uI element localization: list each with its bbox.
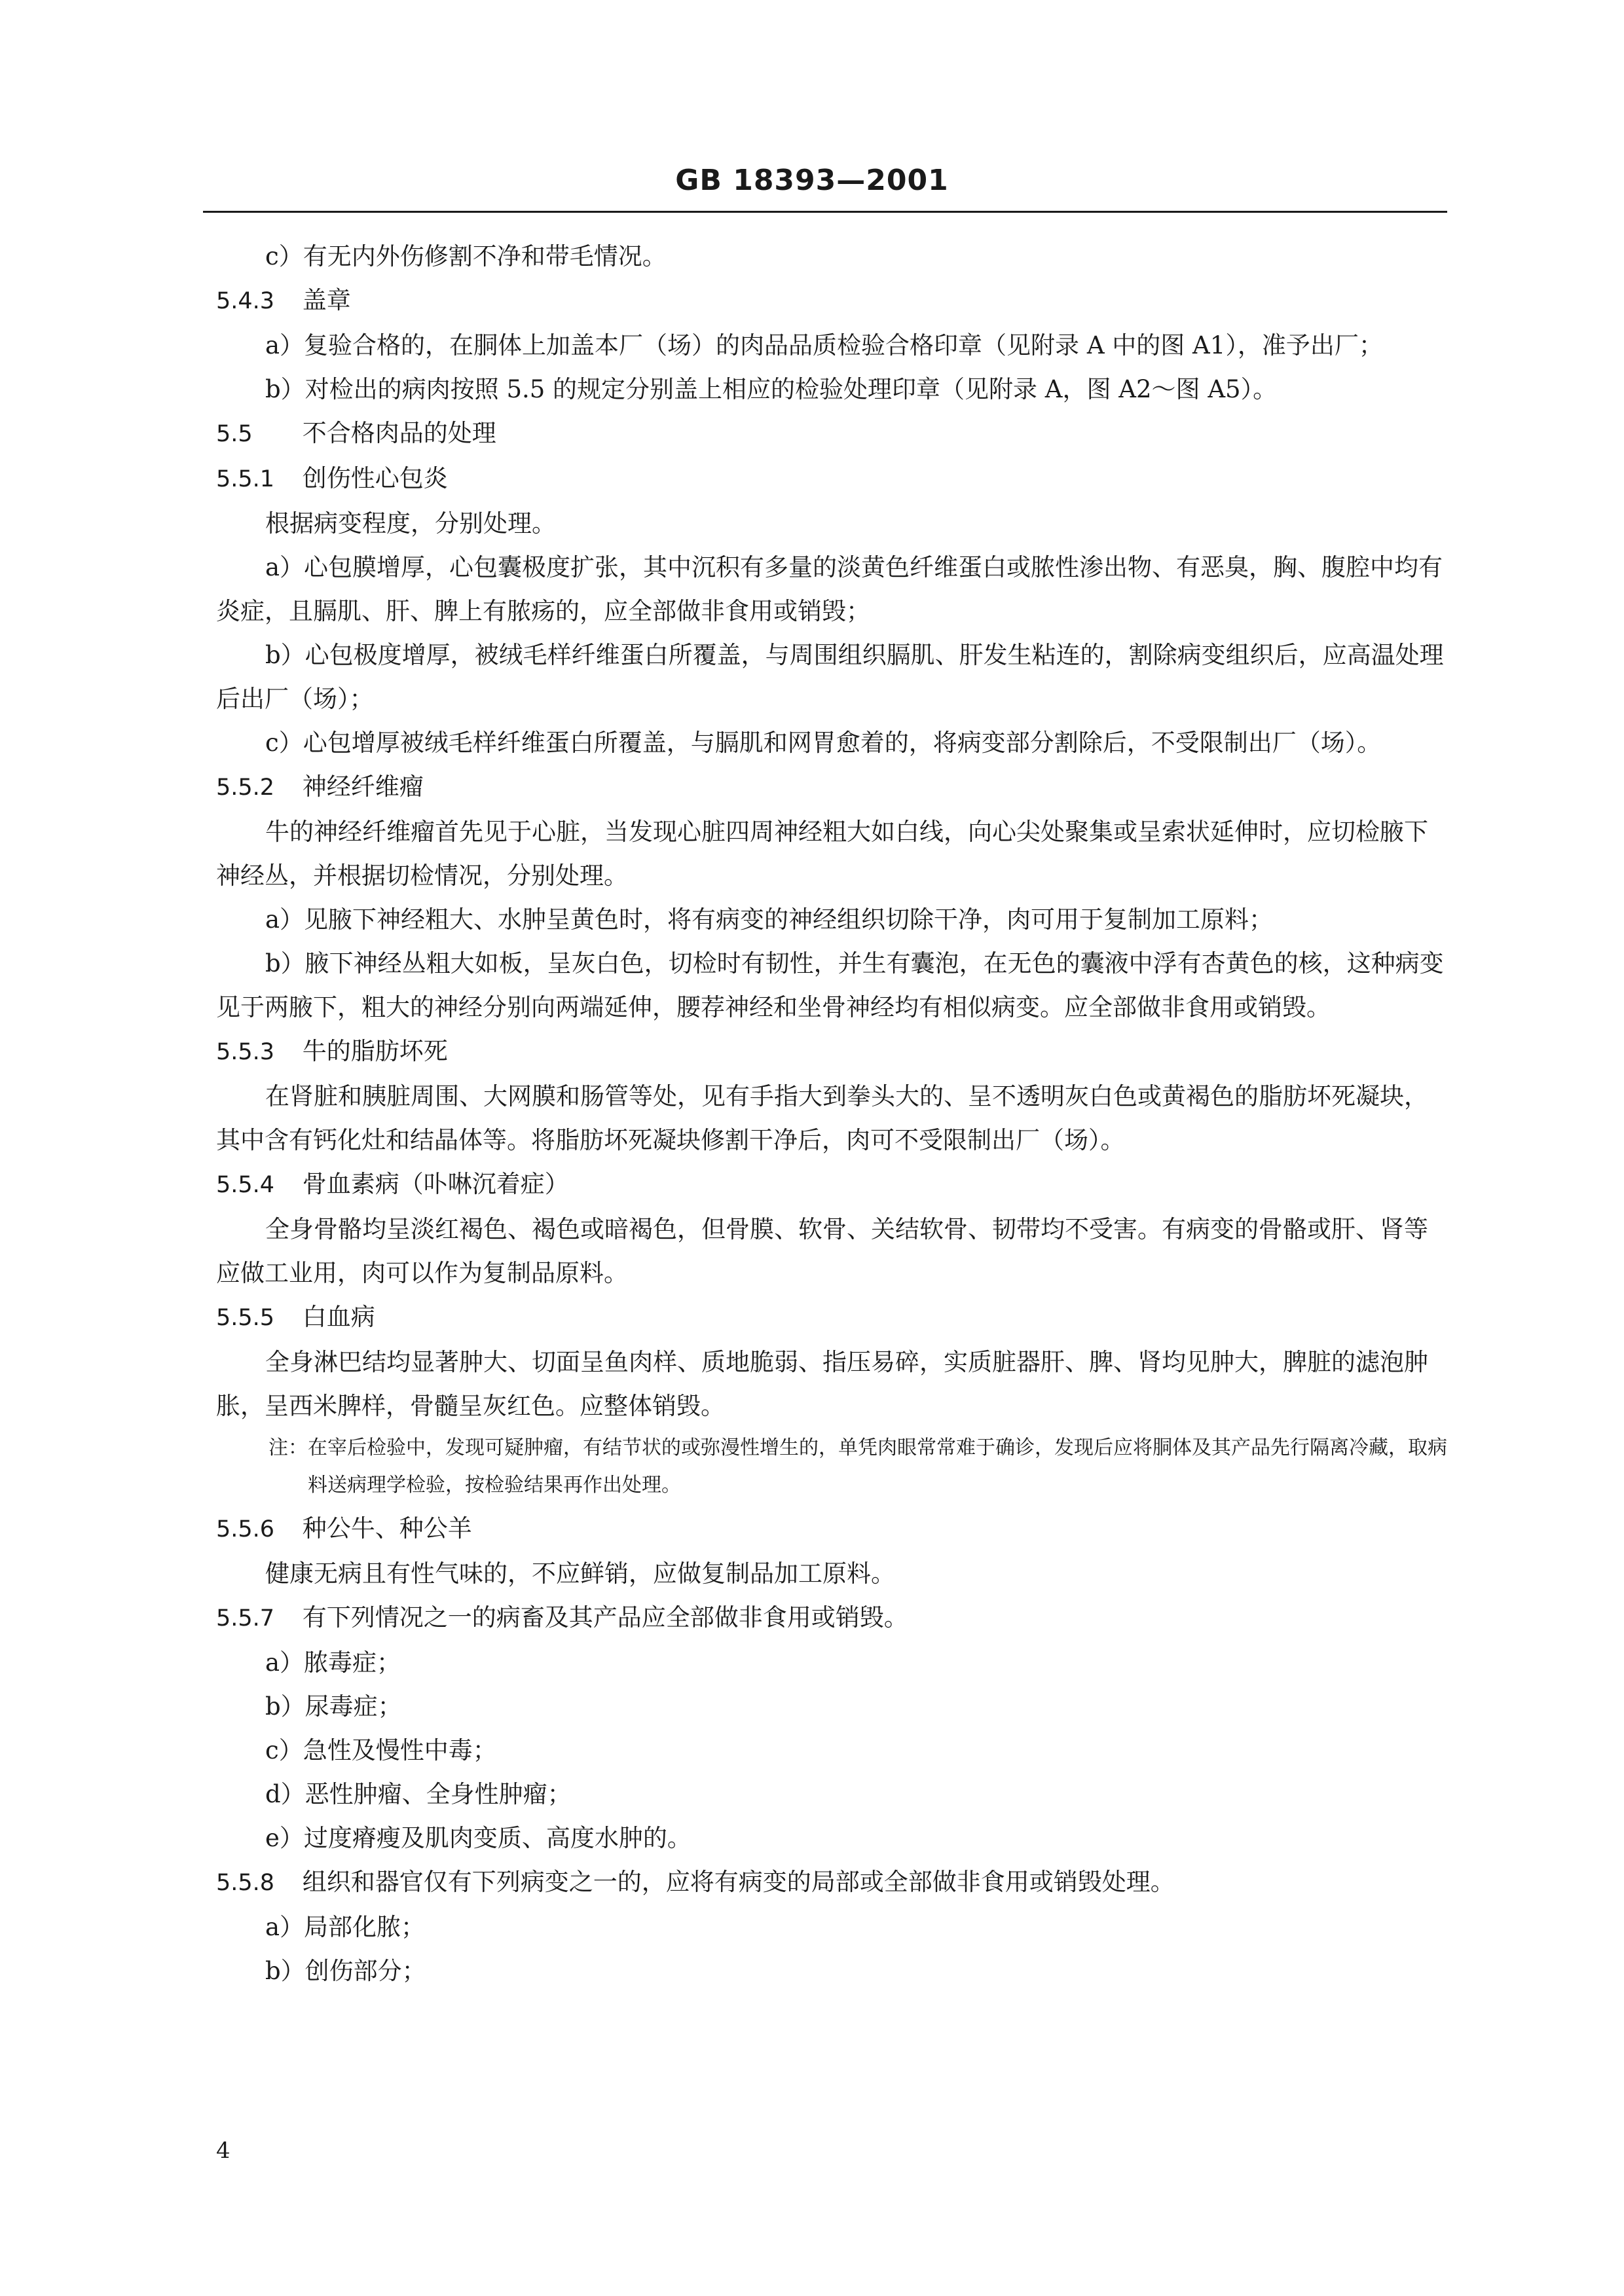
paragraph: b）心包极度增厚，被绒毛样纤维蛋白所覆盖，与周围组织膈肌、肝发生粘连的，割除病变组织后，应高温处理后出厂（场）； — [216, 641, 1444, 713]
section-number: 5.4.3 — [216, 288, 275, 314]
section-number: 5.5.4 — [216, 1172, 275, 1198]
paragraph: 健康无病且有性气味的，不应鲜销，应做复制品加工原料。 — [265, 1559, 895, 1588]
section-title: 白血病 — [302, 1303, 375, 1331]
section-title: 不合格肉品的处理 — [302, 419, 496, 447]
header-divider — [203, 211, 1447, 213]
section-heading-5-5-7 — [216, 1595, 1447, 1641]
section-number: 5.5.7 — [216, 1605, 275, 1631]
section-heading-5-5-5 — [216, 1295, 1447, 1340]
section-heading-5-5-8 — [216, 1860, 1447, 1905]
section-number: 5.5.8 — [216, 1870, 275, 1896]
paragraph: 全身淋巴结均显著肿大、切面呈鱼肉样、质地脆弱、指压易碎，实质脏器肝、脾、肾均见肿大，脾脏的滤泡肿胀，呈西米脾样，骨髓呈灰红色。应整体销毁。 — [216, 1348, 1428, 1420]
section-number: 5.5.5 — [216, 1305, 275, 1331]
paragraph: 全身骨骼均呈淡红褐色、褐色或暗褐色，但骨膜、软骨、关结软骨、韧带均不受害。有病变的骨骼或肝、肾等应做工业用，肉可以作为复制品原料。 — [216, 1215, 1428, 1287]
standard-code-header: GB 18393—2001 — [675, 164, 949, 197]
section-heading-5-4-3 — [216, 278, 1447, 323]
section-title: 创伤性心包炎 — [302, 464, 448, 492]
paragraph: c）有无内外伤修割不净和带毛情况。 — [265, 242, 667, 270]
paragraph: a）见腋下神经粗大、水肿呈黄色时，将有病变的神经组织切除干净，肉可用于复制加工原料； — [265, 905, 1274, 934]
section-heading-5-5-4 — [216, 1162, 1447, 1207]
paragraph: b）对检出的病肉按照 5.5 的规定分别盖上相应的检验处理印章（见附录 A，图 A2～图 A5）。 — [265, 375, 1278, 403]
paragraph: 牛的神经纤维瘤首先见于心脏，当发现心脏四周神经粗大如白线，向心尖处聚集或呈索状延伸时，应切检腋下神经丛，并根据切检情况，分别处理。 — [216, 818, 1428, 890]
page-number: 4 — [216, 2138, 231, 2164]
paragraph: a）心包膜增厚，心包囊极度扩张，其中沉积有多量的淡黄色纤维蛋白或脓性渗出物、有恶臭，胸、腹腔中均有炎症，且膈肌、肝、脾上有脓疡的，应全部做非食用或销毁； — [216, 553, 1443, 625]
section-number: 5.5.1 — [216, 466, 275, 492]
section-number: 5.5 — [216, 421, 253, 447]
section-title: 牛的脂肪坏死 — [302, 1037, 448, 1065]
list-item: b）创伤部分； — [265, 1957, 426, 1985]
section-title: 有下列情况之一的病畜及其产品应全部做非食用或销毁。 — [302, 1603, 908, 1631]
paragraph: 根据病变程度，分别处理。 — [265, 509, 556, 538]
section-heading-5-5-1 — [216, 456, 1447, 501]
section-title: 组织和器官仅有下列病变之一的，应将有病变的局部或全部做非食用或销毁处理。 — [302, 1868, 1175, 1896]
section-title: 神经纤维瘤 — [302, 773, 424, 801]
paragraph: a）复验合格的，在胴体上加盖本厂（场）的肉品品质检验合格印章（见附录 A 中的图 A1），准予出厂； — [265, 331, 1383, 359]
list-item: a）脓毒症； — [265, 1649, 401, 1677]
section-title: 种公牛、种公羊 — [302, 1514, 472, 1542]
section-number: 5.5.6 — [216, 1516, 275, 1542]
list-item: e）过度瘠瘦及肌肉变质、高度水肿的。 — [265, 1824, 692, 1852]
paragraph: 在肾脏和胰脏周围、大网膜和肠管等处，见有手指大到拳头大的、呈不透明灰白色或黄褐色的脂肪坏死凝块，其中含有钙化灶和结晶体等。将脂肪坏死凝块修割干净后，肉可不受限制出厂（场）。 — [216, 1082, 1428, 1154]
section-heading-5-5-3 — [216, 1029, 1447, 1074]
list-item: a）局部化脓； — [265, 1913, 426, 1941]
section-title: 盖章 — [302, 286, 351, 314]
list-item: c）急性及慢性中毒； — [265, 1736, 497, 1764]
note: 注：在宰后检验中，发现可疑肿瘤，有结节状的或弥漫性增生的，单凭肉眼常常难于确诊，发现后应将胴体及其产品先行隔离冷藏，取病料送病理学检验，按检验结果再作出处理。 — [268, 1436, 1447, 1497]
paragraph: c）心包增厚被绒毛样纤维蛋白所覆盖，与膈肌和网胃愈着的，将病变部分割除后，不受限制出厂（场）。 — [265, 729, 1382, 757]
section-heading-5-5 — [216, 411, 1447, 456]
section-title: 骨血素病（卟啉沉着症） — [302, 1170, 569, 1198]
list-item: b）尿毒症； — [265, 1692, 402, 1721]
document-body — [216, 234, 1447, 1993]
paragraph: b）腋下神经丛粗大如板，呈灰白色，切检时有韧性，并生有囊泡，在无色的囊液中浮有杏黄色的核，这种病变见于两腋下，粗大的神经分别向两端延伸，腰荐神经和坐骨神经均有相似病变。应全部做非食用或销毁。 — [216, 949, 1444, 1021]
list-item: d）恶性肿瘤、全身性肿瘤； — [265, 1780, 572, 1808]
section-heading-5-5-2 — [216, 765, 1447, 810]
section-number: 5.5.2 — [216, 774, 275, 801]
section-heading-5-5-6 — [216, 1506, 1447, 1552]
section-number: 5.5.3 — [216, 1039, 275, 1065]
